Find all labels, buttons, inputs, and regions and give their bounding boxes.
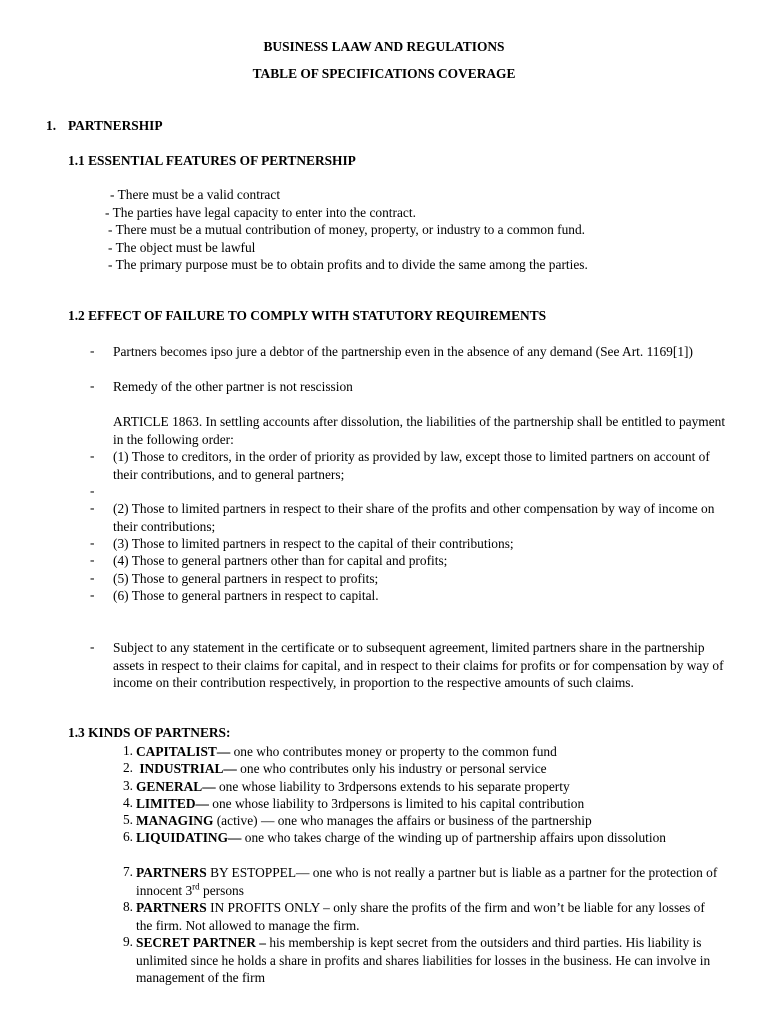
kind-desc: one whose liability to 3rdpersons extends to his separate property — [215, 779, 570, 794]
kind-item — [136, 864, 721, 899]
bullet-dash: - — [90, 448, 95, 463]
kind-desc: his membership is kept secret from the outsiders and third parties. His liability is unlimited since he holds a share in profits and shares liabilities for losses in the business. He can involve in management of the firm — [136, 935, 711, 985]
kind-desc: one who contributes only his industry or personal service — [236, 761, 547, 776]
order-item: (1) Those to creditors, in the order of priority as provided by law, except those to limited partners on account of their contributions, and to general partners; — [113, 449, 710, 482]
kind-item — [136, 778, 726, 796]
kind-number: 2. — [122, 760, 133, 775]
feature-item: - There must be a valid contract — [110, 187, 281, 202]
feature-item: - The primary purpose must be to obtain profits and to divide the same among the parties. — [108, 257, 588, 272]
order-item: (4) Those to general partners other than for capital and profits; — [113, 553, 448, 568]
order-item: (5) Those to general partners in respect to profits; — [113, 571, 379, 586]
bullet-text: Remedy of the other partner is not rescission — [113, 379, 353, 394]
kind-number: 1. — [122, 743, 133, 758]
kind-desc: (active) — one who manages the affairs or business of the partnership — [213, 813, 592, 828]
kind-item — [136, 812, 726, 830]
bullet-dash: - — [90, 343, 95, 358]
bullet-dash: - — [90, 500, 95, 515]
feature-item: - The parties have legal capacity to enter into the contract. — [105, 205, 416, 220]
heading-1-2: 1.2 EFFECT OF FAILURE TO COMPLY WITH STATUTORY REQUIREMENTS — [68, 308, 547, 323]
section-title: PARTNERSHIP — [68, 118, 163, 133]
kind-term: CAPITALIST— — [136, 744, 231, 759]
kind-number: 8. — [122, 899, 133, 914]
feature-item: - There must be a mutual contribution of money, property, or industry to a common fund. — [108, 222, 586, 237]
kind-item — [136, 795, 726, 813]
kind-desc: one who contributes money or property to the common fund — [230, 744, 557, 759]
kind-desc: BY ESTOPPEL— one who is not really a partner but is liable as a partner for the protection of innocent 3 — [136, 865, 718, 898]
kind-item — [136, 743, 726, 761]
bullet-dash: - — [90, 483, 95, 498]
kind-number: 6. — [122, 829, 133, 844]
kind-number: 3. — [122, 778, 133, 793]
order-item: (2) Those to limited partners in respect to their share of the profits and other compensation by way of income on their contributions; — [113, 501, 715, 534]
bullet-dash: - — [90, 587, 95, 602]
order-item: (3) Those to limited partners in respect to the capital of their contributions; — [113, 536, 514, 551]
kind-desc-after: persons — [199, 882, 244, 898]
bullet-dash: - — [90, 535, 95, 550]
kind-item — [136, 760, 726, 778]
article-text: ARTICLE 1863. In settling accounts after dissolution, the liabilities of the partnership shall be entitled to payment in the following order: — [113, 414, 726, 447]
kind-number: 4. — [122, 795, 133, 810]
kind-sup: rd — [192, 881, 200, 892]
kind-number: 7. — [122, 864, 133, 879]
bullet-dash: - — [90, 552, 95, 567]
document-subtitle: TABLE OF SPECIFICATIONS COVERAGE — [252, 66, 516, 81]
bullet-dash: - — [90, 378, 95, 393]
bullet-text: Partners becomes ipso jure a debtor of the partnership even in the absence of any demand (See Art. 1169[1]) — [113, 344, 693, 359]
kind-term: PARTNERS — [136, 900, 207, 915]
kind-term: INDUSTRIAL— — [136, 761, 237, 776]
kind-number: 9. — [122, 934, 133, 949]
order-item: (6) Those to general partners in respect to capital. — [113, 588, 379, 603]
kind-number: 5. — [122, 812, 133, 827]
kind-item — [136, 934, 721, 987]
kind-desc: IN PROFITS ONLY – only share the profits of the firm and won’t be liable for any losses of the firm. Not allowed to manage the firm. — [136, 900, 705, 933]
kind-term: SECRET PARTNER – — [136, 935, 266, 950]
feature-item: - The object must be lawful — [108, 240, 256, 255]
kind-term: LIQUIDATING— — [136, 830, 242, 845]
kind-desc: one whose liability to 3rdpersons is limited to his capital contribution — [208, 796, 585, 811]
kind-term: GENERAL— — [136, 779, 216, 794]
section-number: 1. — [46, 118, 57, 133]
heading-1-1: 1.1 ESSENTIAL FEATURES OF PERTNERSHIP — [68, 153, 356, 168]
bullet-dash: - — [90, 570, 95, 585]
kind-item — [136, 829, 676, 847]
kind-term: PARTNERS — [136, 865, 207, 880]
kind-item — [136, 899, 716, 934]
kind-term: MANAGING — [136, 813, 214, 828]
kind-desc: one who takes charge of the winding up of partnership affairs upon dissolution — [241, 830, 666, 845]
document-title: BUSINESS LAAW AND REGULATIONS — [263, 39, 505, 54]
subject-text: Subject to any statement in the certificate or to subsequent agreement, limited partners share in the partnership assets in respect to their claims for capital, and in respect to their claims for profits or for compensation by way of income on their contribution respectively, in proportion to the respective amounts of such claims. — [113, 640, 724, 690]
heading-1-3: 1.3 KINDS OF PARTNERS: — [68, 725, 231, 740]
bullet-dash: - — [90, 639, 95, 654]
kind-term: LIMITED— — [136, 796, 209, 811]
